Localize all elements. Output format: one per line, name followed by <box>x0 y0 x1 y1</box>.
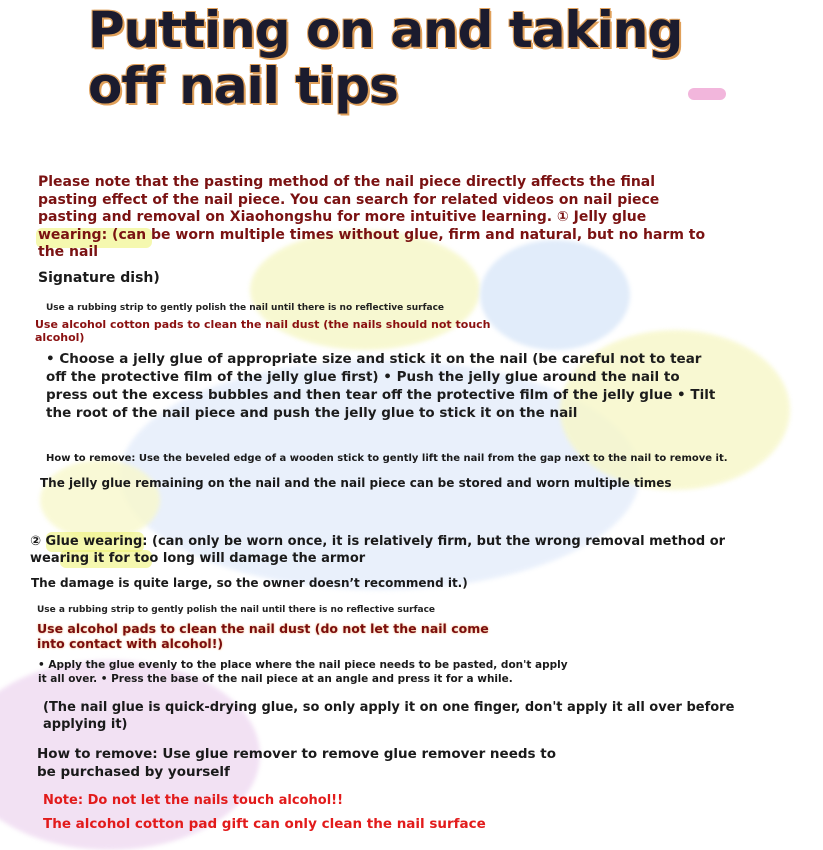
note-alcohol: Note: Do not let the nails touch alcohol!! <box>43 793 344 808</box>
glue-damage: The damage is quite large, so the owner doesn’t recommend it.) <box>31 576 468 590</box>
glue-step-clean: Use alcohol pads to clean the nail dust (do not let the nail come into contact with alcohol!) <box>37 621 489 651</box>
glue-step-polish: Use a rubbing strip to gently polish the nail until there is no reflective surface <box>37 605 436 615</box>
jelly-remove: How to remove: Use the beveled edge of a wooden stick to gently lift the nail from the gap next to the nail to remove it. <box>46 453 728 464</box>
note-gift: The alcohol cotton pad gift can only clean the nail surface <box>43 816 486 832</box>
jelly-heading-end: Signature dish) <box>38 270 160 286</box>
page-title: Putting on and taking off nail tips <box>88 1 683 115</box>
glue-remove: How to remove: Use glue remover to remove glue remover needs to be purchased by yourself <box>37 746 556 780</box>
intro-paragraph: Please note that the pasting method of the nail piece directly affects the final pasting effect of the nail piece. You can search for related videos on nail piece pasting and removal on Xiaohongshu for more intuitive learning. ① Jelly glue wearing: (can be worn multiple times without glue, firm and natural, but no harm to the nail <box>38 174 706 260</box>
jelly-step-polish: Use a rubbing strip to gently polish the nail until there is no reflective surface <box>46 303 445 313</box>
jelly-storage: The jelly glue remaining on the nail and the nail piece can be stored and worn multiple times <box>40 476 672 490</box>
jelly-steps-main: • Choose a jelly glue of appropriate size and stick it on the nail (be careful not to tear off the protective film of the jelly glue first) • Push the jelly glue around the nail to press out the excess bubbles and then tear off the protective film of the jelly glue • Tilt the root of the nail piece and push the jelly glue to stick it on the nail <box>46 351 716 421</box>
glue-note-quick-drying: (The nail glue is quick-drying glue, so only apply it on one finger, don't apply it all over before applying it) <box>43 700 735 732</box>
glue-steps-main: • Apply the glue evenly to the place where the nail piece needs to be pasted, don't apply it all over. • Press the base of the nail piece at an angle and press it for a while. <box>38 659 568 685</box>
glue-heading: ② Glue wearing: (can only be worn once, it is relatively firm, but the wrong removal method or wearing it for too long will damage the armor <box>30 534 726 566</box>
background-blob-yellow-left <box>40 460 160 540</box>
jelly-step-clean: Use alcohol cotton pads to clean the nail dust (the nails should not touch alcohol) <box>35 318 491 344</box>
